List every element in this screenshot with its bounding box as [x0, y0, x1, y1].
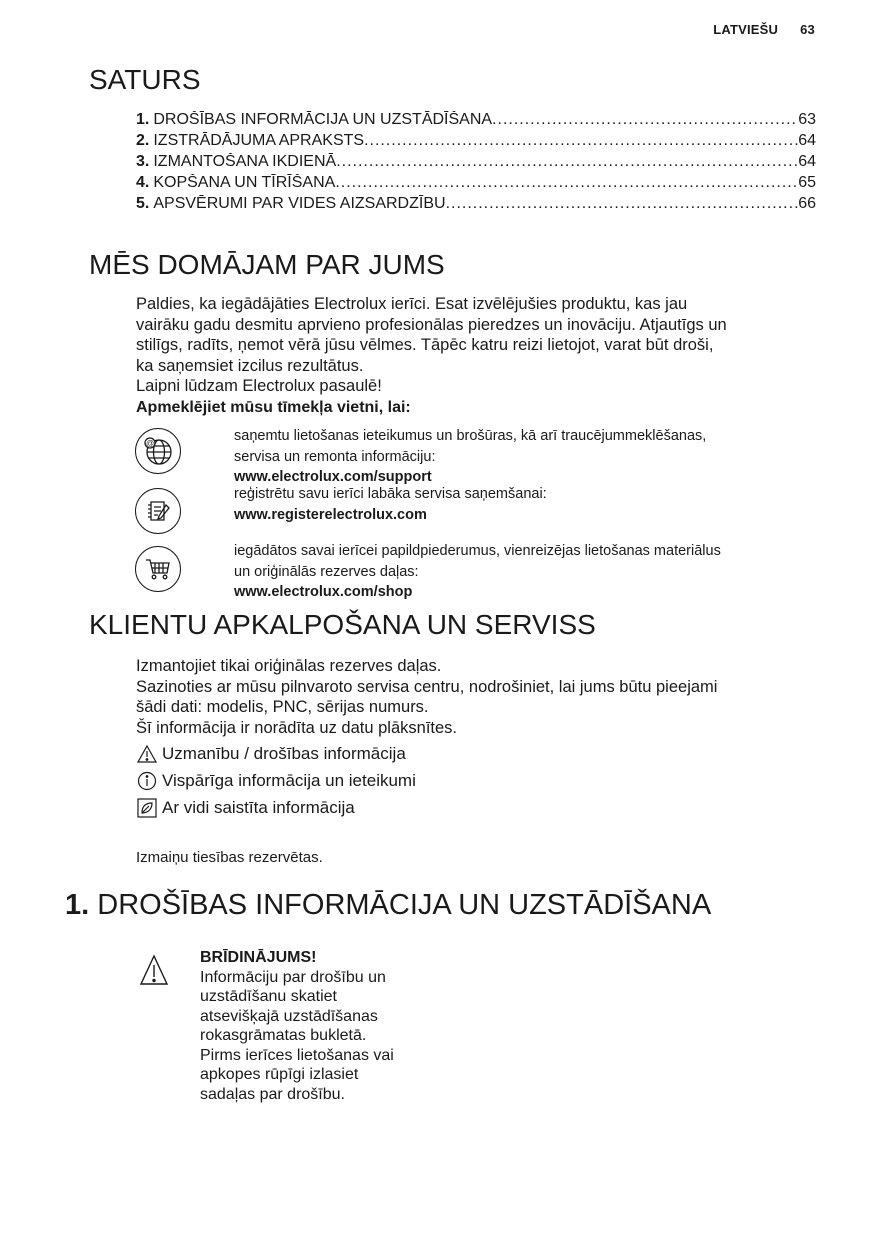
toc-item-page: 66: [798, 195, 816, 212]
visit-label: Apmeklējiet mūsu tīmekļa vietni, lai:: [136, 399, 411, 416]
toc-leader: [446, 195, 799, 213]
toc-item-1[interactable]: [136, 111, 816, 132]
shop-link[interactable]: www.electrolux.com/shop: [234, 584, 413, 600]
paragraph-line: Šī informācija ir norādīta uz datu plāksnītes.: [136, 718, 457, 737]
paragraph-line: stilīgs, radīts, ņemot vērā jūsu vēlmes. Tāpēc katru reizi lietojot, varat būt droši,: [136, 336, 714, 354]
paragraph-line: vairāku gadu desmitu aprvieno profesionālas pieredzes un inovāciju. Atjautīgs un: [136, 315, 727, 334]
toc-item-num: 3.: [136, 153, 150, 170]
legend-label: Ar vidi saistīta informācija: [162, 798, 355, 817]
service-title: KLIENTU APKALPOŠANA UN SERVISS: [89, 609, 596, 640]
toc-item-num: 5.: [136, 195, 150, 212]
section1-title: DROŠĪBAS INFORMĀCIJA UN UZSTĀDĪŠANA: [97, 889, 712, 921]
toc-item-label: IZMANTOŠANA IKDIENĀ: [153, 153, 337, 170]
service-paragraph: [136, 656, 717, 738]
contents-title: SATURS: [89, 64, 201, 95]
visit-text-line: iegādātos savai ierīcei papildpiederumus, vienreizējas lietošanas materiālus: [234, 543, 721, 559]
warning-title: BRĪDINĀJUMS!: [200, 949, 317, 966]
visit-text-line: servisa un remonta informāciju:: [234, 448, 436, 465]
legend-warning: [136, 744, 406, 764]
warning-line: Pirms ierīces lietošanas vai: [200, 1046, 394, 1064]
register-icon: [135, 488, 181, 534]
warning-icon: [136, 744, 158, 764]
toc-leader: [336, 153, 798, 171]
page-number: 63: [800, 22, 815, 37]
table-of-contents: [136, 111, 816, 216]
globe-icon: [135, 428, 181, 474]
thinking-title: MĒS DOMĀJAM PAR JUMS: [89, 249, 445, 280]
thinking-paragraph: [136, 294, 727, 397]
section1-heading: [65, 889, 711, 922]
visit-item-support: [234, 426, 706, 488]
toc-leader: [364, 132, 798, 150]
warning-line: apkopes rūpīgi izlasiet: [200, 1066, 359, 1083]
visit-item-shop: [234, 541, 721, 603]
toc-leader: [335, 174, 798, 192]
language-label: LATVIEŠU: [713, 22, 779, 37]
warning-icon: [139, 953, 169, 987]
paragraph-line: Sazinoties ar mūsu pilnvaroto servisa centru, nodrošiniet, lai jums būtu pieejami: [136, 677, 718, 696]
toc-item-label: KOPŠANA UN TĪRĪŠANA: [153, 174, 336, 191]
toc-item-page: 63: [798, 111, 816, 128]
warning-box: [200, 948, 394, 1104]
toc-item-page: 64: [798, 132, 816, 149]
page-header: [713, 22, 815, 37]
legend-info: [136, 771, 416, 791]
visit-item-register: [234, 484, 547, 525]
shopping-cart-icon: [135, 546, 181, 592]
legend-label: Vispārīga informācija un ieteikumi: [162, 771, 416, 790]
warning-line: Informāciju par drošību un: [200, 968, 386, 986]
visit-text-line: un oriģinālās rezerves daļas:: [234, 563, 419, 580]
paragraph-line: šādi dati: modelis, PNC, sērijas numurs.: [136, 698, 429, 716]
toc-item-label: APSVĒRUMI PAR VIDES AIZSARDZĪBU: [153, 195, 446, 212]
toc-item-num: 2.: [136, 132, 150, 149]
toc-item-3[interactable]: [136, 153, 816, 174]
paragraph-line: Paldies, ka iegādājāties Electrolux ierīci. Esat izvēlējušies produktu, kas jau: [136, 295, 688, 313]
svg-text:@: @: [145, 439, 155, 448]
support-link[interactable]: www.electrolux.com/support: [234, 469, 432, 485]
toc-item-2[interactable]: [136, 132, 816, 153]
warning-line: sadaļas par drošību.: [200, 1085, 345, 1103]
legend-label: Uzmanību / drošības informācija: [162, 744, 406, 763]
register-link[interactable]: www.registerelectrolux.com: [234, 506, 427, 523]
warning-line: uzstādīšanu skatiet: [200, 988, 337, 1005]
paragraph-line: Laipni lūdzam Electrolux pasaulē!: [136, 377, 382, 395]
toc-leader: [492, 111, 798, 129]
toc-item-5[interactable]: [136, 195, 816, 216]
visit-text-line: reģistrētu savu ierīci labāka servisa saņemšanai:: [234, 486, 547, 502]
toc-item-page: 64: [798, 153, 816, 170]
toc-item-num: 4.: [136, 174, 150, 191]
toc-item-label: DROŠĪBAS INFORMĀCIJA UN UZSTĀDĪŠANA: [153, 111, 493, 128]
section1-number: 1.: [65, 889, 90, 921]
leaf-icon: [136, 798, 158, 818]
toc-item-num: 1.: [136, 111, 150, 128]
paragraph-line: Izmantojiet tikai oriģinālas rezerves daļas.: [136, 657, 442, 675]
paragraph-line: ka saņemsiet izcilus rezultātus.: [136, 356, 364, 375]
info-icon: [136, 771, 158, 791]
warning-line: atsevišķajā uzstādīšanas: [200, 1007, 378, 1025]
toc-item-4[interactable]: [136, 174, 816, 195]
toc-item-page: 65: [798, 174, 816, 191]
legend-environment: [136, 798, 355, 818]
toc-item-label: IZSTRĀDĀJUMA APRAKSTS: [153, 132, 365, 149]
warning-line: rokasgrāmatas bukletā.: [200, 1027, 367, 1044]
visit-text-line: saņemtu lietošanas ieteikumus un brošūras, kā arī traucējummeklēšanas,: [234, 428, 707, 444]
rights-reserved: Izmaiņu tiesības rezervētas.: [136, 849, 323, 866]
